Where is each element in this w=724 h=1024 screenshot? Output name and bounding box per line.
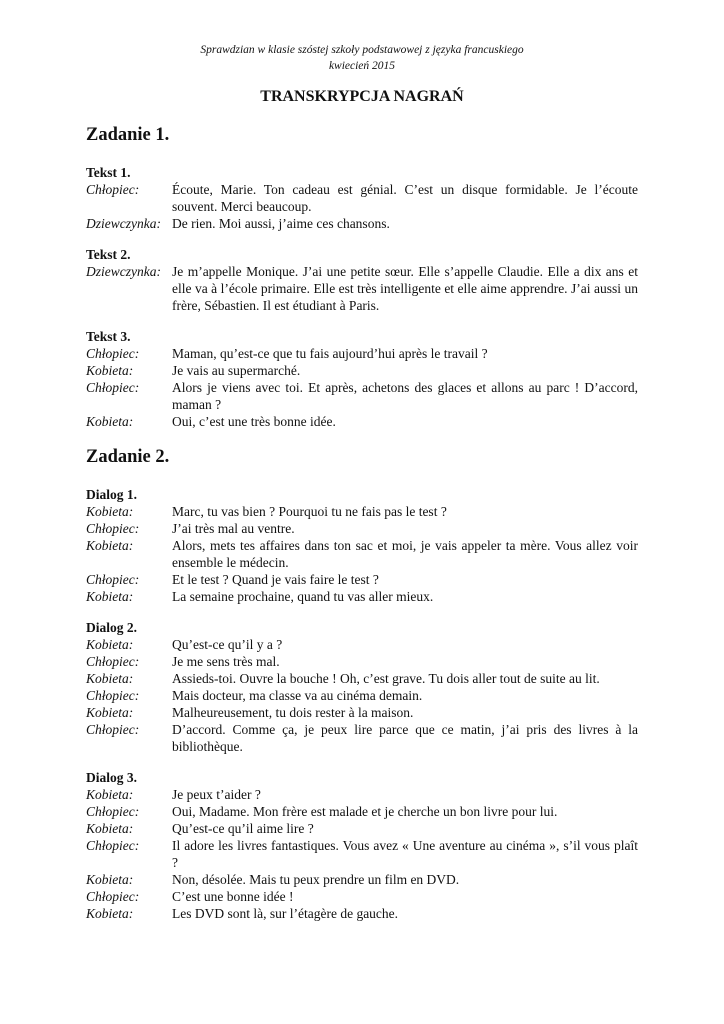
dialogue-line — [86, 803, 638, 820]
utterance-text: Les DVD sont là, sur l’étagère de gauche. — [172, 906, 399, 921]
dialogue-line — [86, 888, 638, 905]
transcript-section — [86, 769, 638, 922]
speaker-label: Kobieta: — [86, 363, 134, 378]
speaker-label: Chłopiec: — [86, 572, 140, 587]
utterance-text: Oui, c’est une très bonne idée. — [172, 414, 336, 429]
utterance-text: J’ai très mal au ventre. — [172, 521, 295, 536]
utterance-text: Assieds-toi. Ouvre la bouche ! Oh, c’est grave. Tu dois aller tout de suite au lit. — [172, 671, 600, 686]
dialogue-line — [86, 503, 638, 520]
utterance-text: De rien. Moi aussi, j’aime ces chansons. — [172, 216, 390, 231]
task-heading: Zadanie 2. — [86, 447, 170, 467]
section-title: Tekst 2. — [86, 247, 131, 262]
section-title: Dialog 2. — [86, 620, 138, 635]
transcript-section — [86, 246, 638, 314]
utterance-text: Qu’est-ce qu’il y a ? — [172, 637, 283, 652]
utterance-text: C’est une bonne idée ! — [172, 889, 294, 904]
speaker-label: Chłopiec: — [86, 346, 140, 361]
dialogue-line — [86, 786, 638, 803]
dialogue-line — [86, 636, 638, 653]
section-title: Tekst 1. — [86, 165, 131, 180]
utterance-text: Je peux t’aider ? — [172, 787, 261, 802]
utterance-text: Mais docteur, ma classe va au cinéma demain. — [172, 688, 423, 703]
utterance-text: D’accord. Comme ça, je peux lire parce que ce matin, j’ai pris des livres à la bibliothèque. — [172, 722, 638, 754]
dialogue-line — [86, 520, 638, 537]
utterance-text: Il adore les livres fantastiques. Vous avez « Une aventure au cinéma », s’il vous plaît ? — [172, 838, 638, 870]
dialogue-line — [86, 588, 638, 605]
speaker-label: Chłopiec: — [86, 654, 140, 669]
header-line-1: Sprawdzian w klasie szóstej szkoły podstawowej z języka francuskiego — [200, 44, 524, 56]
speaker-label: Kobieta: — [86, 589, 134, 604]
utterance-text: Et le test ? Quand je vais faire le test ? — [172, 572, 379, 587]
speaker-label: Kobieta: — [86, 538, 134, 553]
speaker-label: Kobieta: — [86, 906, 134, 921]
speaker-label: Chłopiec: — [86, 521, 140, 536]
dialogue-line — [86, 704, 638, 721]
speaker-label: Chłopiec: — [86, 722, 140, 737]
utterance-text: Qu’est-ce qu’il aime lire ? — [172, 821, 314, 836]
speaker-label: Chłopiec: — [86, 688, 140, 703]
utterance-text: La semaine prochaine, quand tu vas aller mieux. — [172, 589, 434, 604]
speaker-label: Kobieta: — [86, 705, 134, 720]
transcript-section — [86, 328, 638, 430]
speaker-label: Dziewczynka: — [86, 216, 161, 231]
speaker-label: Chłopiec: — [86, 838, 140, 853]
utterance-text: Je vais au supermarché. — [172, 363, 301, 378]
section-title: Dialog 1. — [86, 487, 138, 502]
utterance-text: Maman, qu’est-ce que tu fais aujourd’hui après le travail ? — [172, 346, 488, 361]
speaker-label: Kobieta: — [86, 787, 134, 802]
document-title: TRANSKRYPCJA NAGRAŃ — [260, 88, 464, 105]
speaker-label: Kobieta: — [86, 504, 134, 519]
utterance-text: Je m’appelle Monique. J’ai une petite sœur. Elle s’appelle Claudie. Elle a dix ans et elle va à l’école primaire. Elle est très intelligente et elle aime apprendre. J’ai aussi un frère, Sébastien. Il est étudiant à Paris. — [172, 264, 638, 313]
section-title: Dialog 3. — [86, 770, 138, 785]
speaker-label: Kobieta: — [86, 671, 134, 686]
transcript-content — [86, 120, 638, 922]
dialogue-line — [86, 837, 638, 871]
dialogue-line — [86, 345, 638, 362]
utterance-text: Non, désolée. Mais tu peux prendre un film en DVD. — [172, 872, 460, 887]
header-line-2: kwiecień 2015 — [328, 60, 396, 72]
utterance-text: Marc, tu vas bien ? Pourquoi tu ne fais pas le test ? — [172, 504, 447, 519]
dialogue-line — [86, 653, 638, 670]
dialogue-line — [86, 687, 638, 704]
utterance-text: Malheureusement, tu dois rester à la maison. — [172, 705, 414, 720]
dialogue-line — [86, 721, 638, 755]
dialogue-line — [86, 871, 638, 888]
dialogue-line — [86, 905, 638, 922]
utterance-text: Écoute, Marie. Ton cadeau est génial. C’est un disque formidable. Je l’écoute souvent. Merci beaucoup. — [172, 182, 638, 214]
speaker-label: Chłopiec: — [86, 804, 140, 819]
dialogue-line — [86, 820, 638, 837]
speaker-label: Kobieta: — [86, 821, 134, 836]
utterance-text: Oui, Madame. Mon frère est malade et je cherche un bon livre pour lui. — [172, 804, 558, 819]
page-header — [0, 42, 724, 74]
speaker-label: Chłopiec: — [86, 182, 140, 197]
speaker-label: Dziewczynka: — [86, 264, 161, 279]
utterance-text: Je me sens très mal. — [172, 654, 280, 669]
transcript-section — [86, 486, 638, 605]
dialogue-line — [86, 215, 638, 232]
dialogue-line — [86, 537, 638, 571]
speaker-label: Chłopiec: — [86, 380, 140, 395]
dialogue-line — [86, 263, 638, 314]
utterance-text: Alors je viens avec toi. Et après, achetons des glaces et allons au parc ! D’accord, maman ? — [172, 380, 638, 412]
utterance-text: Alors, mets tes affaires dans ton sac et moi, je vais appeler ta mère. Vous allez voir ensemble le médecin. — [172, 538, 638, 570]
dialogue-line — [86, 362, 638, 379]
section-title: Tekst 3. — [86, 329, 131, 344]
dialogue-line — [86, 379, 638, 413]
speaker-label: Kobieta: — [86, 414, 134, 429]
dialogue-line — [86, 571, 638, 588]
speaker-label: Kobieta: — [86, 872, 134, 887]
speaker-label: Kobieta: — [86, 637, 134, 652]
dialogue-line — [86, 670, 638, 687]
dialogue-line — [86, 181, 638, 215]
transcript-section — [86, 619, 638, 755]
dialogue-line — [86, 413, 638, 430]
speaker-label: Chłopiec: — [86, 889, 140, 904]
transcript-section — [86, 164, 638, 232]
task-heading: Zadanie 1. — [86, 125, 170, 145]
